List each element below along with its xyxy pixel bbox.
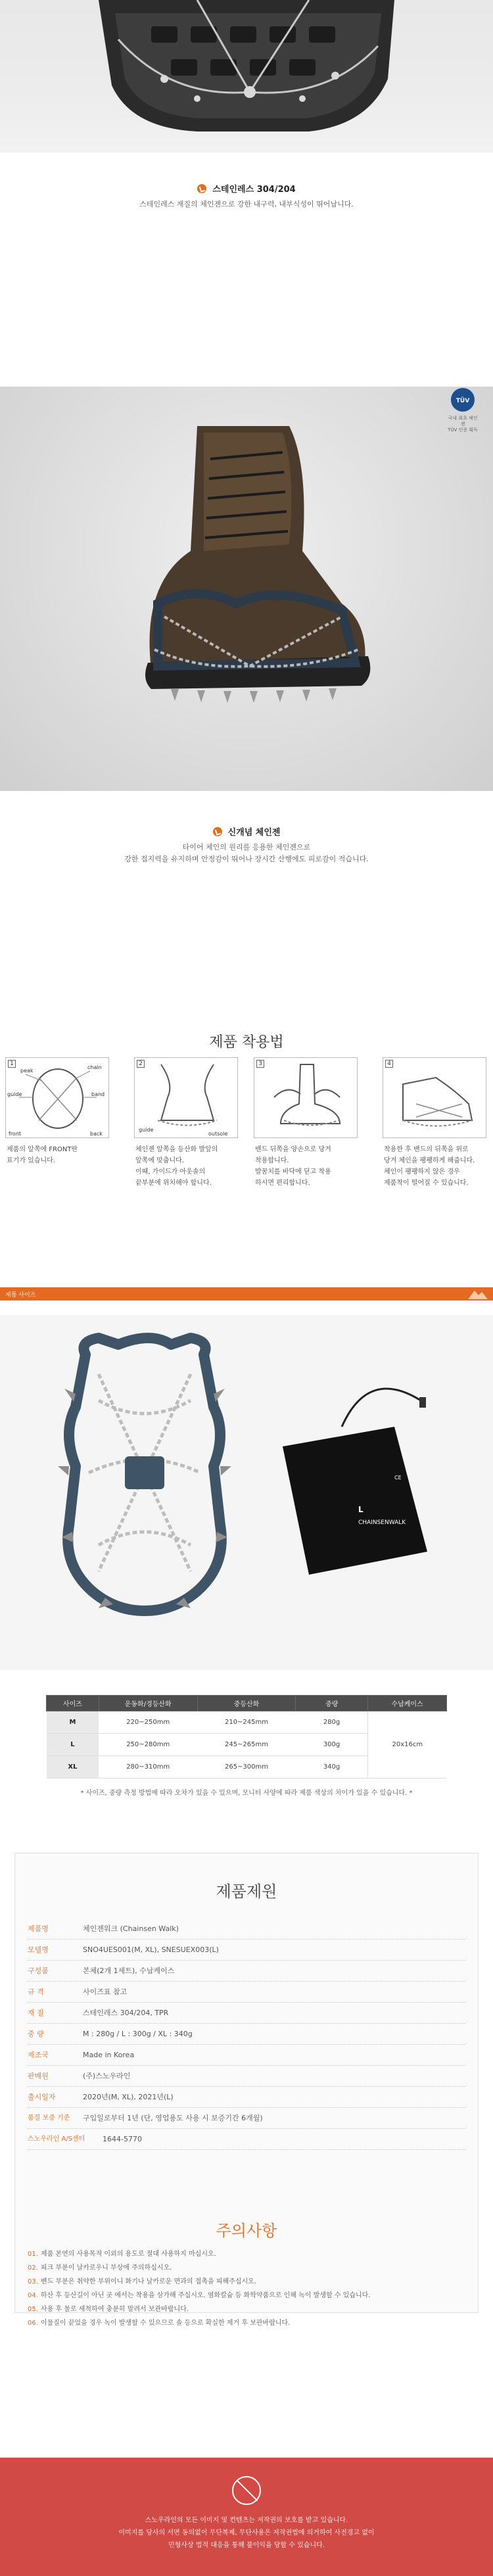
header-case: 수납케이스 [368,1696,447,1711]
storage-pouch [283,1389,427,1575]
label-chain: chain [87,1064,102,1070]
caution-item [28,2261,465,2275]
pouch-brand: CHAINSENWALK [358,1519,406,1526]
caution-item [28,2275,465,2289]
cell-case-size: 20x16cm [368,1711,447,1778]
step-2-panel [134,1057,238,1138]
copyright-line-3: 민형사상 법적 대응을 통해 불이익을 당할 수 있습니다. [168,2542,325,2549]
step-3-panel [254,1057,358,1138]
mountain-icon [468,1289,488,1299]
caution-item [28,2247,465,2261]
size-table-header [47,1696,447,1711]
spec-row [28,2003,465,2024]
spec-label: 품질 보증 기준 [28,2114,70,2122]
product-photo-boot [0,387,493,791]
spec-label: 제품명 [28,1924,49,1933]
step-4-line2: 당겨 체인을 팽팽하게 해줍니다. [384,1157,475,1164]
caution-item [28,2302,465,2316]
header-sneaker: 운동화/경등산화 [99,1696,197,1711]
step-3-line1: 밴드 뒤쪽을 양손으로 당겨 [255,1146,331,1153]
boot-illustration [0,387,493,791]
label-guide: guide [7,1091,22,1097]
spec-label: 규 격 [28,1988,44,1996]
spec-row [28,2108,465,2129]
tuv-line1: 국내 최초 체인젠 [448,416,478,427]
step-number: 4 [385,1060,393,1068]
step-2-line3: 이때, 가이드가 아웃솔의 [135,1168,206,1176]
cell-hiking-boot: 210~245mm [197,1711,296,1734]
size-disclaimer: * 사이즈, 중량 측정 방법에 따라 오차가 있을 수 있으며, 모니터 사양에 따라 제품 색상의 차이가 있을 수 있습니다. * [80,1790,413,1797]
cell-sneaker: 280~310mm [99,1756,197,1778]
spec-label: 모델명 [28,1945,49,1954]
spec-value: 2020년(M, XL), 2021년(L) [83,2093,174,2101]
spec-label: 재 질 [28,2009,44,2017]
step-number: 3 [256,1060,264,1068]
step-3-text [255,1144,359,1189]
caution-item [28,2289,465,2302]
step-4-diagram [383,1058,486,1138]
step-2-line2: 앞쪽에 맞춥니다. [135,1157,184,1164]
step-3-line4: 하시면 편리합니다. [255,1180,310,1187]
section-title: 신개념 체인젠 [227,828,281,838]
label-back: back [90,1131,103,1137]
step-4-line4: 제품착이 떨어질 수 있습니다. [384,1180,469,1187]
caution-text: 밴드 부분은 취약한 부위이니 화기나 날카로운 면과의 접촉을 피해주십시오. [40,2278,256,2285]
caution-text: 제품 본연의 사용목적 이외의 용도로 절대 사용하지 마십시오. [40,2251,216,2258]
cell-size: M [47,1711,99,1734]
cell-hiking-boot: 265~300mm [197,1756,296,1778]
step-2-text [135,1144,239,1189]
spec-row [28,2087,465,2108]
copyright-line-2: 이미지를 당사의 서면 동의없이 무단복제, 무단사용은 저작권법에 의거하여 사전경고 없이 [118,2529,375,2537]
size-table [46,1695,447,1778]
step-3-line2: 착용합니다. [255,1157,289,1164]
step-4-line1: 착용한 후 밴드의 뒤쪽을 위로 [384,1146,469,1153]
tuv-line2: TÜV 인증 획득 [448,427,478,433]
step-2-line4: 끝부분에 위치해야 합니다. [135,1180,212,1187]
spec-value: SNO4UES001(M, XL), SNESUEX003(L) [83,1945,219,1954]
section-description-2: 강한 접지력을 유지하며 안정감이 뛰어나 장시간 산행에도 피로감이 적습니다. [124,854,369,863]
section-title: 스테인레스 304/204 [212,185,296,195]
spec-value: 1644-5770 [103,2135,142,2143]
spec-value: (주)스노우라인 [83,2072,131,2080]
copyright-footer [0,2458,493,2576]
size-section-band [0,1287,493,1300]
caution-number: 04. [28,2292,38,2299]
step-3-line3: 발꿈치를 바닥에 딛고 착용 [255,1168,331,1176]
step-2-line1: 체인젠 앞쪽을 등산화 발앞의 [135,1146,218,1153]
spec-value: Made in Korea [83,2051,135,2059]
step-2-diagram [135,1058,238,1138]
spec-value: 사이즈표 참고 [83,1988,128,1996]
spec-title: 제품제원 [216,1882,277,1901]
step-4-text [384,1144,488,1189]
caution-text: 하산 후 등산길이 아닌 곳 에서는 착용을 삼가해 주십시오. 염화칼슘 등 화학약품으로 인해 녹이 발생할 수 있습니다. [40,2292,371,2299]
cell-weight: 300g [296,1734,368,1756]
howto-title: 제품 착용법 [209,1034,284,1051]
spec-row [28,1961,465,1982]
step-1-diagram [6,1058,109,1138]
spec-value: 체인젠워크 (Chainsen Walk) [83,1924,179,1933]
section-new-concept [0,824,493,865]
boot-sole-illustration [0,0,493,153]
cell-weight: 340g [296,1756,368,1778]
spec-row [28,1982,465,2003]
caution-text: 이물질이 끝었을 경우 녹이 발생할 수 있으므로 솔 등으로 확실한 제거 후 보관바랍니다. [40,2320,291,2327]
caution-number: 03. [28,2278,38,2285]
spec-row [28,1940,465,1961]
spec-value: M : 280g / L : 300g / XL : 340g [83,2030,193,2038]
check-badge-icon [197,184,206,193]
label-front: front [9,1131,22,1137]
label-peak: peak [20,1068,34,1074]
spec-row [28,2045,465,2066]
caution-item [28,2316,465,2330]
step-4-line3: 체인이 팽팽하지 않은 경우 [384,1168,460,1176]
section-stainless [0,181,493,210]
spec-row [28,1919,465,1940]
label-guide: guide [139,1127,154,1133]
cell-size: XL [47,1756,99,1778]
check-badge-icon [213,827,222,836]
caution-text: 피크 부분이 날카로우니 부상에 주의하십시오. [40,2264,172,2272]
step-1-text [7,1144,110,1166]
header-hiking-boot: 중등산화 [197,1696,296,1711]
spec-label: 중 량 [28,2030,44,2038]
spec-label: 구성품 [28,1967,49,1975]
spec-label: 판매원 [28,2072,49,2080]
pouch-ce-mark: CE [394,1475,402,1481]
label-band: band [91,1091,105,1097]
spec-row [28,2066,465,2087]
step-1-line2: 표기가 있습니다. [7,1157,55,1164]
caution-number: 05. [28,2306,38,2313]
caution-number: 01. [28,2251,38,2258]
cell-sneaker: 250~280mm [99,1734,197,1756]
step-number: 1 [8,1060,16,1068]
product-image-area [0,1315,493,1670]
product-set-illustration [0,1315,493,1670]
spec-label: 출시일자 [28,2093,56,2101]
pouch-size-letter: L [358,1505,364,1514]
tuv-badge-icon: TÜV [450,387,476,413]
step-1-line1: 제품의 앞쪽에 FRONT란 [7,1146,78,1153]
caution-title: 주의사항 [216,2222,277,2240]
label-outsole: outsole [208,1131,228,1137]
table-row [47,1711,447,1734]
spec-value: 구입일로부터 1년 (단, 영업용도 사용 시 보증기간 6개월) [83,2114,263,2122]
product-photo-sole [0,0,493,153]
cell-weight: 280g [296,1711,368,1734]
step-1-panel [5,1057,109,1138]
tuv-certification [447,387,479,439]
spec-label: 스노우라인 A/S센터 [28,2135,85,2143]
header-weight: 중량 [296,1696,368,1711]
caution-text: 사용 후 물로 세척하여 충분히 말려서 보관바랍니다. [40,2306,189,2313]
cell-hiking-boot: 245~265mm [197,1734,296,1756]
caution-number: 06. [28,2320,38,2327]
caution-number: 02. [28,2264,38,2272]
cell-sneaker: 220~250mm [99,1711,197,1734]
step-number: 2 [137,1060,145,1068]
spec-label: 제조국 [28,2051,49,2059]
step-4-panel [383,1057,486,1138]
spec-row [28,2024,465,2045]
spec-value: 본체(2개 1세트), 수납케이스 [83,1967,175,1975]
cell-size: L [47,1734,99,1756]
header-size: 사이즈 [47,1696,99,1711]
no-copy-icon [232,2476,261,2505]
spec-row [28,2129,465,2150]
section-description-1: 타이어 체인의 원리를 응용한 체인젠으로 [182,843,311,851]
section-description: 스테인레스 재질의 체인젠으로 강한 내구력, 내부식성이 뛰어납니다. [139,200,354,208]
step-3-diagram [254,1058,358,1138]
spec-value: 스테인레스 304/204, TPR [83,2009,169,2017]
chainsen-product [58,1338,231,1611]
size-band-label: 제품 사이즈 [5,1292,36,1299]
copyright-line-1: 스노우라인의 모든 이미지 및 컨텐츠는 저작권의 보호를 받고 있습니다. [145,2517,348,2524]
